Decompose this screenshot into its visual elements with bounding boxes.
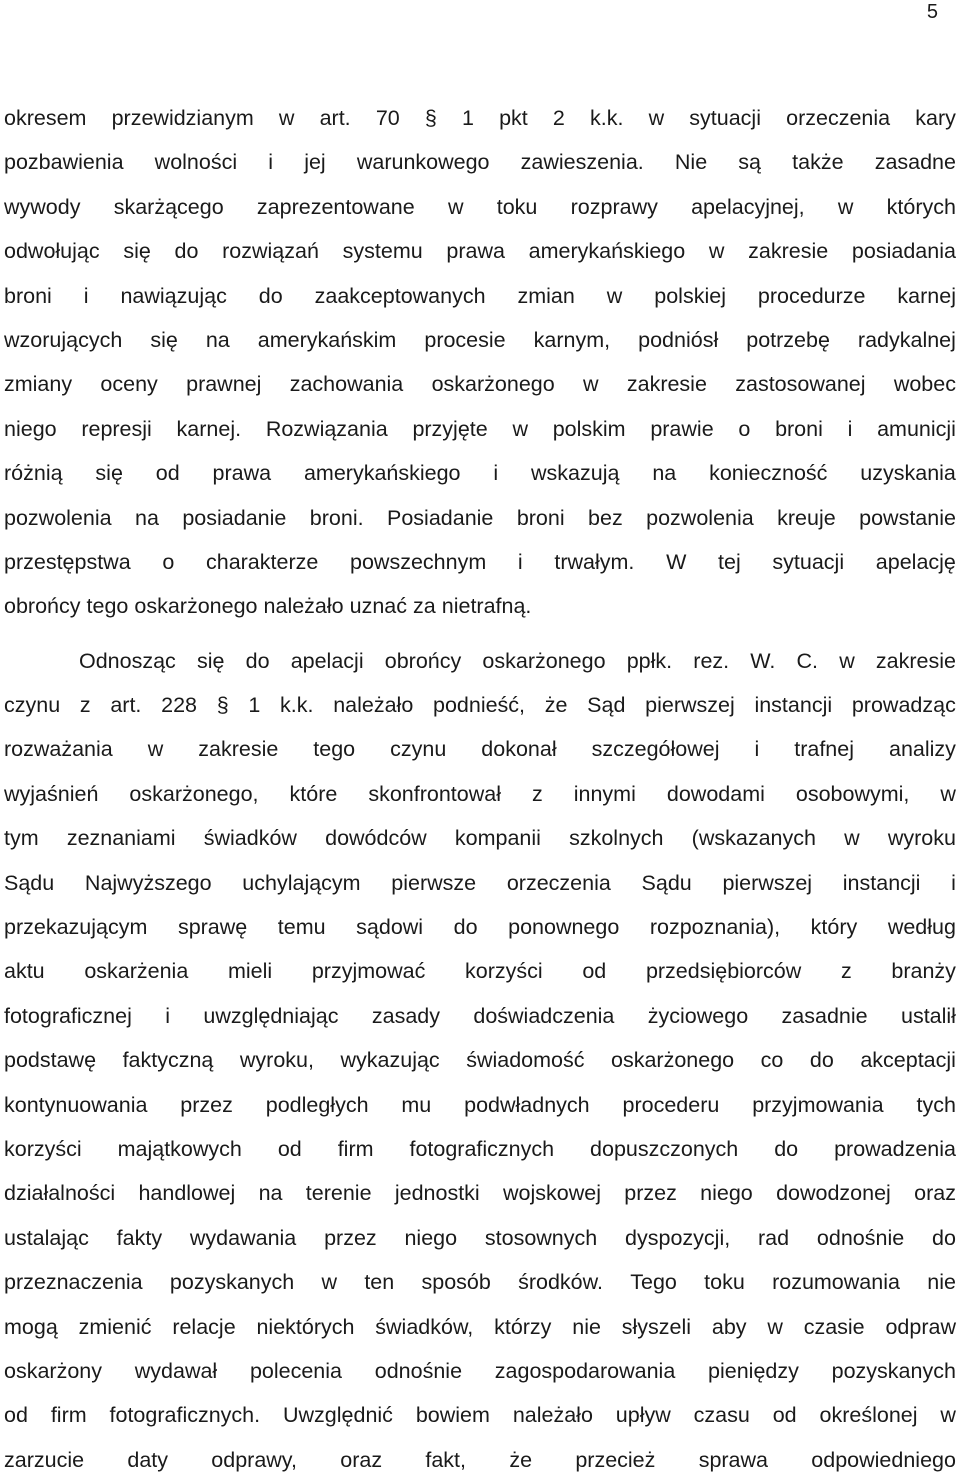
text-line: okresem przewidzianym w art. 70 § 1 pkt 2 k.k. w sytuacji orzeczenia kary <box>4 106 956 130</box>
document-body <box>4 96 956 1482</box>
text-line: zarzucie daty odprawy, oraz fakt, że przecież sprawa odpowiedniego <box>4 1447 956 1472</box>
text-line: podstawę faktyczną wyroku, wykazując świadomość oskarżonego co do akceptacji <box>4 1048 956 1073</box>
text-line: zmiany oceny prawnej zachowania oskarżonego w zakresie zastosowanej wobec <box>4 372 956 397</box>
text-line: Odnosząc się do apelacji obrońcy oskarżonego ppłk. rez. W. C. w zakresie <box>79 648 956 673</box>
text-line: działalności handlowej na terenie jednostki wojskowej przez niego dowodzonej oraz <box>4 1181 956 1206</box>
text-line: od firm fotograficznych. Uwzględnić bowiem należało upływ czasu od określonej w <box>4 1403 956 1428</box>
text-line: wyjaśnień oskarżonego, które skonfrontował z innymi dowodami osobowymi, w <box>4 781 956 806</box>
text-line: oskarżony wydawał polecenia odnośnie zagospodarowania pieniędzy pozyskanych <box>4 1358 956 1383</box>
text-line: wzorujących się na amerykańskim procesie karnym, podniósł potrzebę radykalnej <box>4 327 956 352</box>
text-line: aktu oskarżenia mieli przyjmować korzyści od przedsiębiorców z branży <box>4 959 956 984</box>
text-line: mogą zmienić relacje niektórych świadków, którzy nie słyszeli aby w czasie odpraw <box>4 1314 956 1339</box>
text-line: broni i nawiązując do zaakceptowanych zmian w polskiej procedurze karnej <box>4 283 956 308</box>
text-line: przeznaczenia pozyskanych w ten sposób środków. Tego toku rozumowania nie <box>4 1270 956 1295</box>
page-number: 5 <box>926 1 938 23</box>
text-line: odwołując się do rozwiązań systemu prawa amerykańskiego w zakresie posiadania <box>4 239 956 264</box>
text-line: przekazującym sprawę temu sądowi do ponownego rozpoznania), który według <box>4 915 956 940</box>
text-line: różnią się od prawa amerykańskiego i wskazują na konieczność uzyskania <box>4 461 956 486</box>
text-line: Sądu Najwyższego uchylającym pierwsze orzeczenia Sądu pierwszej instancji i <box>4 870 956 895</box>
text-line: fotograficznej i uwzględniając zasady doświadczenia życiowego zasadnie ustalił <box>4 1003 956 1028</box>
text-line: przestępstwa o charakterze powszechnym i trwałym. W tej sytuacji apelację <box>4 549 956 574</box>
text-line: kontynuowania przez podległych mu podwładnych procederu przyjmowania tych <box>4 1092 956 1117</box>
text-line: pozwolenia na posiadanie broni. Posiadanie broni bez pozwolenia kreuje powstanie <box>4 505 956 530</box>
text-line: obrońcy tego oskarżonego należało uznać za nietrafną. <box>4 594 532 619</box>
text-line: niego represji karnej. Rozwiązania przyjęte w polskim prawie o broni i amunicji <box>4 416 956 441</box>
text-line: tym zeznaniami świadków dowódców kompanii szkolnych (wskazanych w wyroku <box>4 826 956 851</box>
text-line: wywody skarżącego zaprezentowane w toku rozprawy apelacyjnej, w których <box>4 194 956 219</box>
text-line: ustalając fakty wydawania przez niego stosownych dyspozycji, rad odnośnie do <box>4 1225 956 1250</box>
text-line: korzyści majątkowych od firm fotograficznych dopuszczonych do prowadzenia <box>4 1136 956 1161</box>
text-line: rozważania w zakresie tego czynu dokonał szczegółowej i trafnej analizy <box>4 737 956 762</box>
text-line: czynu z art. 228 § 1 k.k. należało podnieść, że Sąd pierwszej instancji prowadząc <box>4 693 956 718</box>
text-line: pozbawienia wolności i jej warunkowego zawieszenia. Nie są także zasadne <box>4 150 956 175</box>
